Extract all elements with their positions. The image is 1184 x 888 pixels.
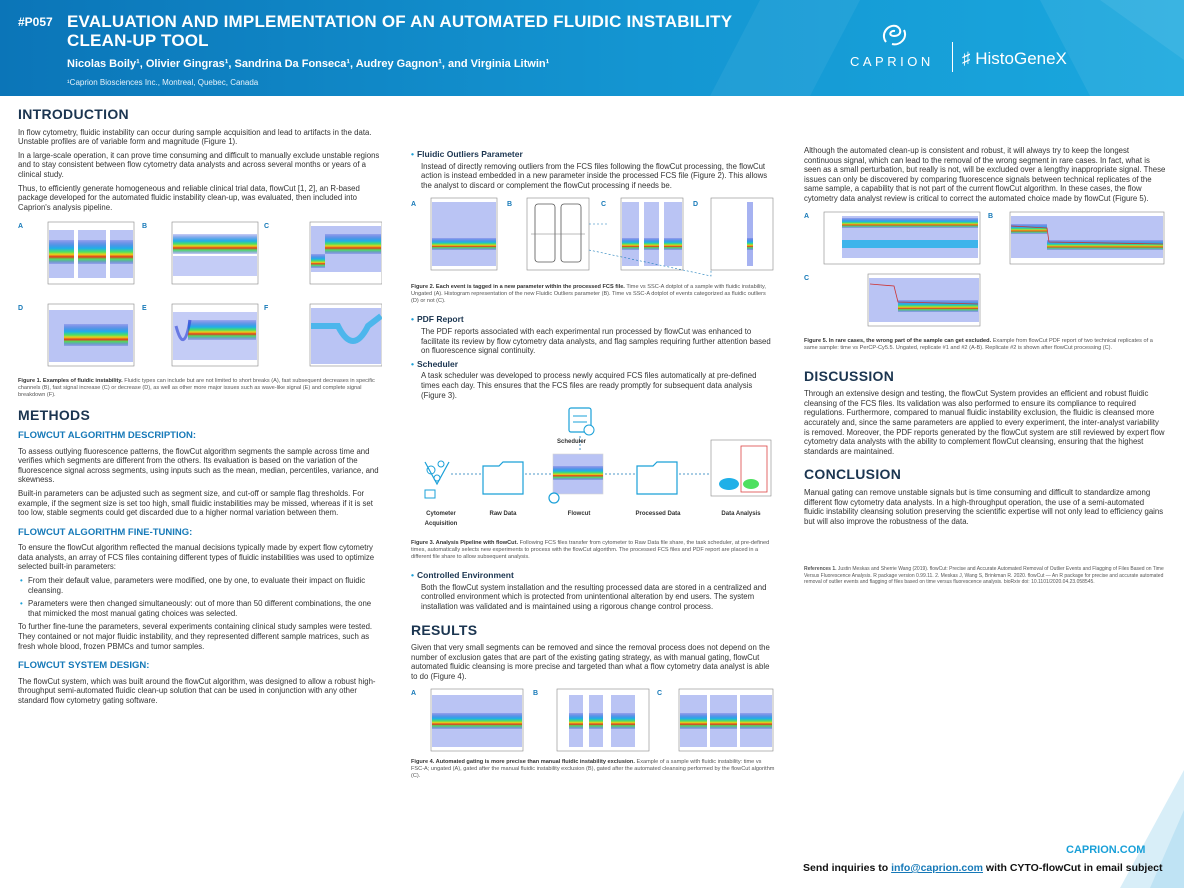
fig5-plot-b: [1010, 212, 1164, 264]
cytometer-icon: [425, 461, 449, 498]
fig2-plot-d: [711, 198, 773, 270]
fig1-label-b: B: [142, 223, 148, 231]
description-paragraph-2: Built-in parameters can be adjusted such as segment size, and cut-off or sample flag thresholds. For example, if the segment size is set too high, small fluidic instabilities may be missed, whereas if it is set too low, stable segments could get discarded due to a higher normal variation between them.: [18, 488, 373, 518]
fig5-label-b: B: [988, 212, 994, 220]
pdf-report-paragraph: The PDF reports associated with each experimental run processed by flowCut was enhanced to facilitate its review by flow cytometry data analysts, and flag samples requiring further attention based on fluorescence signal continuity.: [421, 326, 771, 356]
caprion-logo: [850, 20, 946, 76]
fig5-label-a: A: [804, 212, 810, 220]
fig2-label-c: C: [601, 201, 607, 209]
caprion-mark-icon: [878, 20, 910, 48]
contact-email-link[interactable]: info@caprion.com: [891, 862, 984, 874]
caprion-wordmark: CAPRION: [850, 54, 934, 69]
left-column: [18, 106, 382, 710]
pipeline-flowcut-label: Flowcut: [567, 511, 591, 518]
pipeline-analysis-label: Data Analysis: [721, 511, 761, 518]
fluidic-outliers-paragraph: Instead of directly removing outliers from the FCS files following the flowCut processing, the flowCut action is instead embedded in a new parameter inside the processed FCS file (Figure 2). This allows the analyst to discard or complement the flowCut processing if needs be.: [421, 161, 768, 190]
fine-tuning-bullet-2: • Parameters were then changed simultaneously: out of more than 50 different combinations, the one that mimicked the most manual gating choices was selected.: [18, 599, 382, 618]
fig1-label-c: C: [264, 223, 270, 231]
fig5-plot-a: [824, 212, 980, 264]
results-paragraph: Given that very small segments can be removed and since the removal process does not depend on the number of exclusion gates that are part of the existing gating strategy, as with manual gating, flowCut automated fluidic cleansing is more precise and targeted than what a flow cytometry data analyst is able to do (Figure 4).: [411, 643, 770, 681]
poster-affiliation: ¹Caprion Biosciences Inc., Montreal, Quebec, Canada: [67, 78, 259, 87]
description-paragraph-1: To assess outlying fluorescence patterns, the flowCut algorithm segments the sample across time and verifies which segments are different from the others. Its evaluation is based on the variation of the fluorescence signal across segments, using inputs such as the mean, median, percentiles, variance, and skewness.: [18, 446, 379, 485]
figure-2-caption: Figure 2. Each event is tagged in a new parameter within the processed FCS file. Time vs SSC-A dotplot of a sample with fluidic instability, Ungated (A). Histogram representation of the new Fluidic Outliers parameter (B). Time vs SSC-A dotplot of events categorized as fluidic outliers (D) or not (C).: [411, 284, 766, 305]
fig1-plot-b: [172, 222, 258, 284]
controlled-environment-heading: • Controlled Environment: [411, 570, 514, 581]
fig1-plot-f: [310, 304, 382, 366]
fig1-plot-e: [172, 304, 258, 366]
figure-5: [804, 210, 1166, 334]
processed-data-folder-icon: [637, 462, 677, 494]
fig1-label-e: E: [142, 305, 147, 313]
fig1-plot-d: [48, 304, 134, 366]
fig4-label-b: B: [533, 690, 539, 698]
system-design-heading: FLOWCUT SYSTEM DESIGN:: [18, 660, 150, 672]
histogenex-wordmark: HistoGeneX: [975, 49, 1067, 68]
fluidic-outliers-heading: • Fluidic Outliers Parameter: [411, 149, 523, 159]
figure-1: [18, 216, 382, 374]
figure-4: [411, 687, 775, 755]
figure-3-pipeline: [411, 404, 775, 536]
conclusion-paragraph: Manual gating can remove unstable signals but is time consuming and difficult to standardize among different flow cytometry data analysts. In a high-throughput operation, the use of a semi-automated fluidic instability cleansing solution preserving the scientific expertise will not only lead to efficiency gains but will also improve the robustness of the data.: [804, 487, 1164, 526]
fig5-plot-c: [868, 274, 980, 326]
scheduler-heading: • Scheduler: [411, 358, 459, 369]
fig1-label-d: D: [18, 305, 24, 313]
raw-data-folder-icon: [483, 462, 523, 494]
figure-3-caption: Figure 3. Analysis Pipeline with flowCut. Following FCS files transfer from cytometer to Raw Data file share, the task scheduler, at pre-defined times, automatically selects new experiments to process with the flowCut algorithm. The processed FCS files and PDF report are placed in a different file share to allow subsequent analysis.: [411, 540, 770, 561]
figure-2: [411, 194, 775, 280]
fig2-plots: [411, 194, 775, 280]
right-intro-paragraph: Although the automated clean-up is consistent and robust, it will always try to keep the longest continuous signal, which can lead to the removal of the wrong segment in rare cases. In fact, what is seen as a small perturbation, but really is not, will be excluded over a lengthy inappropriate signal. These issues can only be discovered by comparing fluorescence signals between technical replicates of the same sample, a capability that is not part of the current flowCut algorithm. In these cases, the flow cytometry data analyst review is critical to correct the automated choice made by flowCut (Figure 5).: [804, 146, 1166, 203]
fig2-label-d: D: [693, 201, 699, 209]
fig5-label-c: C: [804, 274, 810, 282]
discussion-heading: DISCUSSION: [804, 367, 895, 384]
fig4-label-a: A: [411, 690, 417, 698]
fig1-label-f: F: [264, 305, 269, 313]
introduction-heading: INTRODUCTION: [18, 106, 129, 122]
poster-header: [0, 0, 1184, 96]
fine-tuning-bullet-1: • From their default value, parameters were modified, one by one, to evaluate their impact on fluidic cleansing.: [18, 576, 382, 595]
intro-paragraph-2: In a large-scale operation, it can prove time consuming and difficult to manually exclude unstable regions and to stay consistent between flow cytometry data analysts and across several months or years of a clinical study.: [18, 150, 380, 179]
pdf-report-heading: • PDF Report: [411, 314, 464, 325]
fine-tuning-paragraph-1: To ensure the flowCut algorithm reflected the manual decisions typically made by expert flow cytometry data analysts, an array of FCS files containing different types of fluidic instabilities was used to optimize selected built-in parameters:: [18, 543, 375, 572]
pipeline-raw-data-label: Raw Data: [489, 511, 517, 518]
fig4-plot-b: [557, 689, 649, 751]
histogenex-logo: [962, 49, 1067, 69]
fig2-label-a: A: [411, 201, 417, 209]
fig2-plot-c: [621, 198, 683, 270]
fine-tuning-heading: FLOWCUT ALGORITHM FINE-TUNING:: [18, 526, 193, 538]
fig2-plot-a: [431, 198, 497, 270]
poster-authors: Nicolas Boily¹, Olivier Gingras¹, Sandrina Da Fonseca¹, Audrey Gagnon¹, and Virginia Litwin¹: [67, 58, 550, 70]
fig1-plots: [18, 216, 382, 374]
fig4-label-c: C: [657, 690, 663, 698]
fig4-plot-a: [431, 689, 523, 751]
footer-website[interactable]: CAPRION.COM: [1066, 844, 1146, 856]
fig1-plot-c: [310, 222, 382, 284]
middle-column: [411, 146, 775, 790]
pipeline-processed-label: Processed Data: [635, 511, 681, 518]
fine-tuning-paragraph-2: To further fine-tune the parameters, several experiments containing clinical study samples were tested. They contained or not major fluidic instability, and they represented different sample matrices, such as fresh whole blood, frozen PBMCs and tumor samples.: [18, 622, 373, 651]
intro-paragraph-1: In flow cytometry, fluidic instability can occur during sample acquisition and lead to artifacts in the data. Unstable profiles are of variable form and magnitude (Figure 1).: [18, 127, 372, 147]
histogenex-icon: ♯: [962, 49, 976, 68]
fig2-label-b: B: [507, 201, 513, 209]
figure-4-caption: Figure 4. Automated gating is more precise than manual fluidic instability exclusion. Example of a sample with fluidic instability: time vs FSC-A; ungated (A), gated after the manual fluidic instability exclusion (B), gated after the automated cleansing performed by the flowCut algorithm (C).: [411, 759, 775, 780]
scheduler-icon: [569, 408, 594, 435]
poster-code: #P057: [18, 15, 53, 29]
results-heading: RESULTS: [411, 621, 478, 638]
fig4-plot-c: [679, 689, 773, 751]
fig1-label-a: A: [18, 223, 24, 231]
fig5-plots: [804, 210, 1166, 334]
figure-1-caption: Figure 1. Examples of fluidic instability. Fluidic types can include but are not limited to short breaks (A), fast subsequent decreases in specific channels (B), fast signal increase (C) or decrease (D), as well as other more major issues such as wave-like signal (E) and complete signal breakdown (F).: [18, 378, 375, 399]
conclusion-heading: CONCLUSION: [804, 466, 902, 483]
footer-inquiries: Send inquiries to info@caprion.com with CYTO-flowCut in email subject: [803, 862, 1163, 874]
fig1-plot-a: [48, 222, 134, 284]
pipeline-scheduler-label: Scheduler: [557, 439, 587, 446]
figure-5-caption: Figure 5. In rare cases, the wrong part of the sample can get excluded. Example from flowCut PDF report of two technical replicates of a same sample: time vs PerCP-Cy5.5. Ungated, replicate #1 and #2 (A-B). Replicate #2 is shown after flowCut processing (C).: [804, 337, 1153, 351]
controlled-environment-paragraph: Both the flowCut system installation and the resulting processed data are stored in a centralized and controlled environment which is protected from unintentional alteration by end users. The system installation was validated and is maintained using a rigorous change control process.: [421, 582, 767, 611]
fig2-plot-b: [527, 198, 589, 270]
methods-heading: METHODS: [18, 407, 91, 424]
poster-title: EVALUATION AND IMPLEMENTATION OF AN AUTOMATED FLUIDIC INSTABILITY CLEAN-UP TOOL: [67, 12, 732, 50]
discussion-paragraph: Through an extensive design and testing, the flowCut System provides an efficient and robust fluidic cleansing of the FCS files. Its validation was also performed to ensure its compliance to required regulations. Furthermore, compared to manual fluidic instability exclusion, the fluidic is cleansed more accurately and, since the same parameters are applied to every experiment, the inter-analyst variability is removed. Moreover, the PDF reports generated by the flowCut system are still reviewed by expert flow cytometry data analysts with the ability to complement flowCut cleansing, ensuring that the highest standards are maintained.: [804, 389, 1165, 456]
flowcut-description-heading: FLOWCUT ALGORITHM DESCRIPTION:: [18, 429, 197, 441]
scheduler-paragraph: A task scheduler was developed to process newly acquired FCS files automatically at pre-defined times each day. This ensures that the FCS files are ready promptly for subsequent data analysis (Figure 3).: [421, 371, 757, 400]
data-analysis-plot-icon: [711, 440, 771, 496]
pipeline-acquisition-label: Cytometer Acquisition: [424, 511, 458, 527]
right-column: [804, 146, 1166, 586]
flowcut-plot-icon: [549, 454, 603, 503]
intro-paragraph-3: Thus, to efficiently generate homogeneous and reliable clinical trial data, flowCut [1, 2], an R-based package developed for the automated fluidic instability clean-up, was evaluated, then included into Caprion's analysis pipeline.: [18, 183, 360, 212]
logo-divider: [952, 42, 953, 72]
references: References 1. Justin Meskas and Sherrie Wang (2019). flowCut: Precise and Accurate Automated Removal of Outlier Events and Flagging of Files Based on Time Versus Fluorescence Analysis. R package version 0.99.11. 2. Meskas J, Wang S, Brinkman R. 2020. flowCut — An R package for precise and accurate automated removal of outlier events and flagging of files based on time versus fluorescence analysis. bioRxiv doi: 10.1101/2020.04.23.058545.: [804, 566, 1164, 586]
fig4-plots: [411, 687, 775, 755]
system-design-paragraph: The flowCut system, which was built around the flowCut algorithm, was designed to allow a robust high-throughput semi-automated fluidic clean-up solution that can be used in conjunction with any other standard flow cytometry gating software.: [18, 676, 376, 705]
